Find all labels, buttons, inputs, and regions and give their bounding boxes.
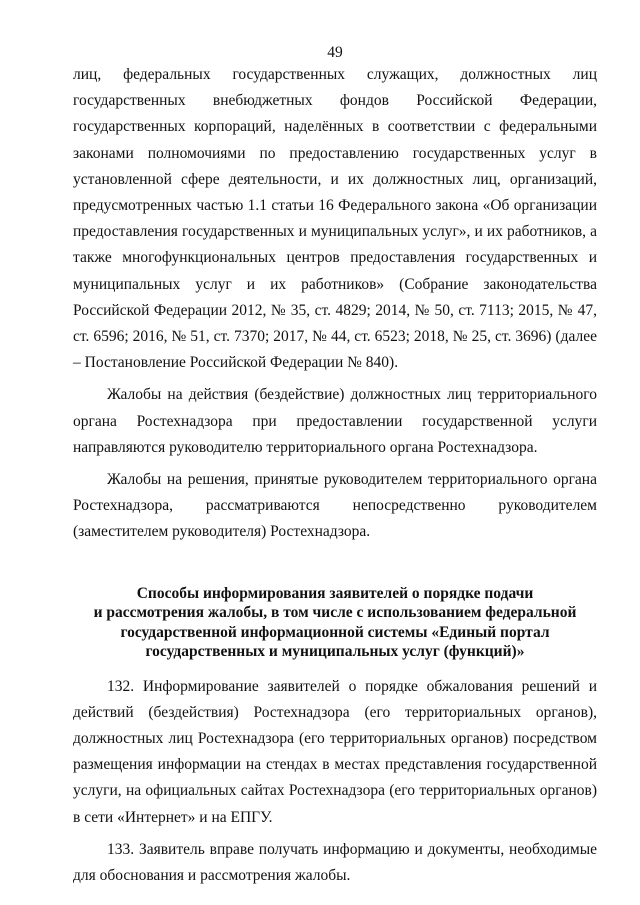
paragraph-continuation: лиц, федеральных государственных служащих, должностных лиц государственных внебюджетных фондов Российской Федерации, государственных корпораций, наделённых в соответствии с федеральными законами полномочиями по предоставлению государственных услуг в установленной сфере деятельности, и их должностных лиц, организаций, предусмотренных частью 1.1 статьи 16 Федерального закона «Об организации предоставления государственных и муниципальных услуг», и их работников, а также многофункциональных центров предоставления государственных и муниципальных услуг и их работников» (Собрание законодательства Российской Федерации 2012, № 35, ст. 4829; 2014, № 50, ст. 7113; 2015, № 47, ст. 6596; 2016, № 51, ст. 7370; 2017, № 44, ст. 6523; 2018, № 25, ст. 3696) (далее – Постановление Российской Федерации № 840).	[73, 66, 597, 372]
paragraph-complaints-territorial: Жалобы на действия (бездействие) должностных лиц территориального органа Ростехнадзора при предоставлении государственной услуги направляются руководителю территориального органа Ростехнадзора.	[73, 386, 597, 456]
paragraph-complaints-decisions: Жалобы на решения, принятые руководителем территориального органа Ростехнадзора, рассматриваются непосредственно руководителем (заместителем руководителя) Ростехнадзора.	[73, 471, 597, 541]
heading-line: государственной информационной системы «Единый портал	[120, 623, 550, 641]
section-heading	[73, 584, 597, 662]
document-body	[73, 62, 597, 889]
heading-line: Способы информирования заявителей о порядке подачи	[136, 584, 534, 602]
paragraph-133: 133. Заявитель вправе получать информацию и документы, необходимые для обоснования и рассмотрения жалобы.	[73, 840, 597, 885]
page-number: 49	[327, 44, 343, 61]
paragraph-132: 132. Информирование заявителей о порядке обжалования решений и действий (бездействия) Ростехнадзора (его территориальных органов), должностных лиц Ростехнадзора (его территориальных органов) посредством размещения информации на стендах в местах представления государственной услуги, на официальных сайтах Ростехнадзора (его территориальных органов) в сети «Интернет» и на ЕПГУ.	[73, 677, 597, 826]
heading-line: государственных и муниципальных услуг (функций)»	[145, 643, 525, 661]
heading-line: и рассмотрения жалобы, в том числе с использованием федеральной	[93, 604, 577, 622]
document-page	[73, 0, 597, 905]
